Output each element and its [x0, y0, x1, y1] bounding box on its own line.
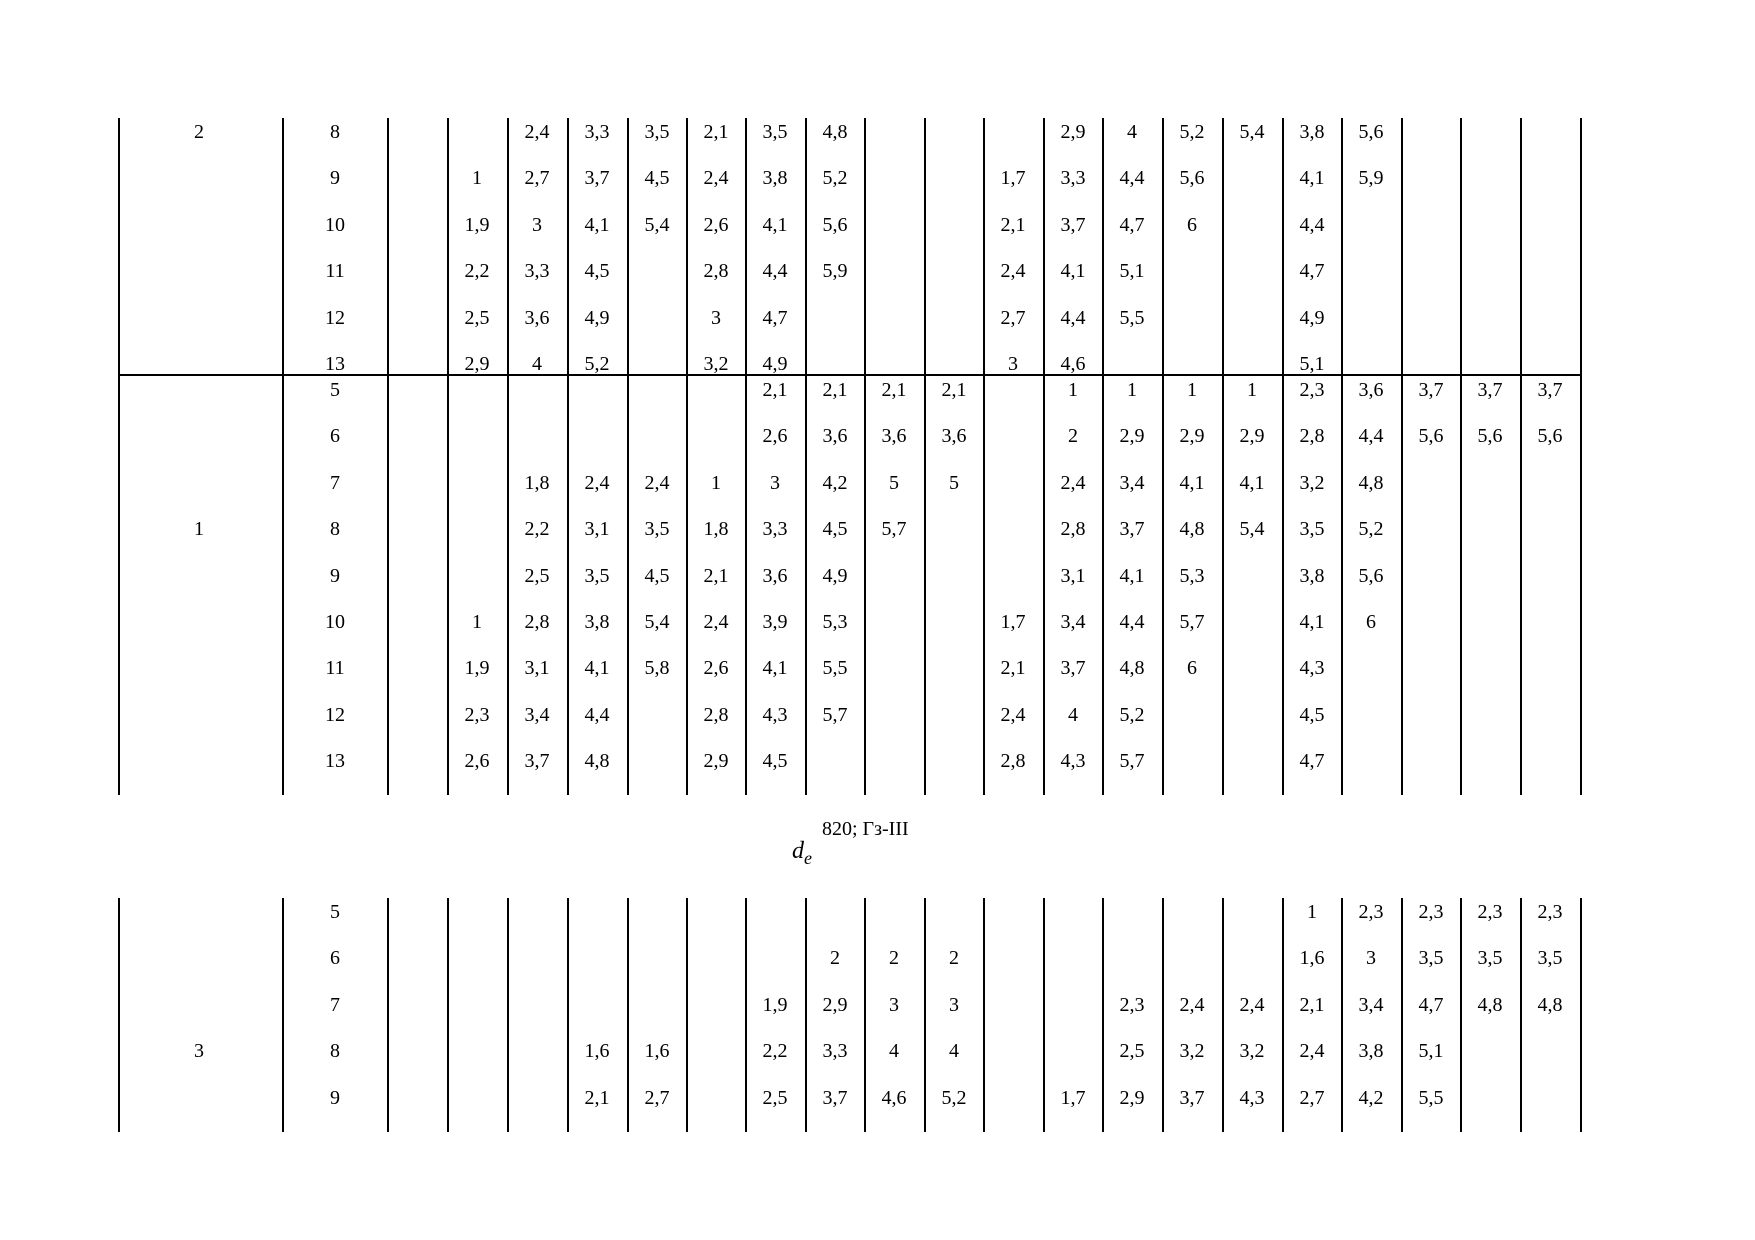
row-label: 7 [330, 471, 340, 494]
table-cell: 5,2 [1179, 121, 1205, 143]
table-cell: 4,7 [1418, 993, 1444, 1016]
table-cell: 4,6 [1060, 353, 1086, 375]
column-border [686, 118, 688, 375]
table-cell: 6 [1187, 657, 1197, 680]
table-cell: 5,3 [822, 611, 848, 633]
table-cell: 3,7 [1477, 379, 1503, 401]
table-cell: 4,7 [1299, 260, 1325, 283]
table-cell: 5,4 [1239, 121, 1265, 143]
table-cell: 3,9 [762, 611, 788, 633]
table-cell: 3,4 [1358, 993, 1384, 1016]
row-label: 10 [325, 611, 345, 633]
table-cell: 2,8 [703, 260, 729, 283]
column-border [1102, 118, 1104, 375]
row-label: 12 [325, 306, 345, 329]
table-cell: 3,1 [584, 518, 610, 541]
table-cell: 2,3 [1299, 379, 1325, 401]
table-cell: 3,2 [1179, 1040, 1205, 1063]
column-border [282, 898, 284, 1132]
table-cell: 5,3 [1179, 564, 1205, 587]
table-cell: 2,4 [524, 121, 550, 143]
row-label: 8 [330, 1040, 340, 1063]
table-cell: 2,9 [1179, 425, 1205, 448]
table-cell: 4 [532, 353, 542, 375]
row-label: 12 [325, 703, 345, 726]
table-cell: 5 [949, 471, 959, 494]
table-cell: 2,4 [644, 471, 670, 494]
table-cell: 2,4 [584, 471, 610, 494]
column-border [387, 118, 389, 375]
group-label: 2 [194, 121, 204, 143]
table-cell: 1 [1127, 379, 1137, 401]
table-cell: 5,7 [1119, 750, 1145, 773]
table-cell: 3,8 [1299, 564, 1325, 587]
table-cell: 2,7 [644, 1086, 670, 1109]
row-label: 9 [330, 564, 340, 587]
table-cell: 2,1 [881, 379, 907, 401]
section-caption: 820; Гз-III [822, 818, 909, 840]
table-cell: 3,8 [762, 167, 788, 190]
column-border [447, 118, 449, 375]
table-cell: 5,9 [822, 260, 848, 283]
table-cell: 4,4 [1119, 611, 1145, 633]
column-border [1580, 118, 1582, 375]
table-cell: 3,6 [941, 425, 967, 448]
table-cell: 1 [711, 471, 721, 494]
table-cell: 5,1 [1418, 1040, 1444, 1063]
column-border [864, 118, 866, 375]
table-cell: 5,4 [644, 611, 670, 633]
table-cell: 2,5 [524, 564, 550, 587]
table-cell: 4,8 [822, 121, 848, 143]
table-cell: 2,8 [1000, 750, 1026, 773]
table-cell: 2,2 [464, 260, 490, 283]
table-cell: 3,3 [762, 518, 788, 541]
table-cell: 5,5 [1119, 306, 1145, 329]
table-cell: 4,1 [1299, 167, 1325, 190]
table-cell: 2,7 [1000, 306, 1026, 329]
table-cell: 2,4 [1179, 993, 1205, 1016]
table-cell: 1,8 [524, 471, 550, 494]
table-cell: 3,7 [1179, 1086, 1205, 1109]
table-cell: 2,2 [762, 1040, 788, 1063]
table-cell: 4,8 [1477, 993, 1503, 1016]
column-border [1580, 376, 1582, 795]
table-cell: 5,4 [1239, 518, 1265, 541]
table-cell: 3,3 [584, 121, 610, 143]
table-cell: 3,5 [644, 518, 670, 541]
table-cell: 3,3 [822, 1040, 848, 1063]
table-cell: 2,4 [703, 167, 729, 190]
table-cell: 5,7 [1179, 611, 1205, 633]
table-cell: 4,4 [1358, 425, 1384, 448]
row-label: 11 [325, 657, 345, 680]
table-cell: 3,4 [1060, 611, 1086, 633]
table-cell: 2,7 [524, 167, 550, 190]
table-cell: 3,6 [822, 425, 848, 448]
table-cell: 3,5 [644, 121, 670, 143]
table-cell: 5,2 [584, 353, 610, 375]
table-cell: 4,9 [584, 306, 610, 329]
row-label: 11 [325, 260, 345, 283]
table-cell: 2 [1068, 425, 1078, 448]
row-label: 6 [330, 947, 340, 970]
row-label: 13 [325, 750, 345, 773]
table-cell: 2,8 [703, 703, 729, 726]
table-cell: 2,9 [1060, 121, 1086, 143]
table-cell: 2,5 [1119, 1040, 1145, 1063]
table-cell: 6 [1366, 611, 1376, 633]
column-border [1401, 118, 1403, 375]
table-cell: 3,2 [1239, 1040, 1265, 1063]
table-cell: 4,5 [644, 564, 670, 587]
table-cell: 3,7 [822, 1086, 848, 1109]
table-cell: 4,4 [584, 703, 610, 726]
table-cell: 1,9 [464, 657, 490, 680]
row-label: 9 [330, 167, 340, 190]
table-cell: 5,6 [1358, 564, 1384, 587]
table-cell: 2,1 [584, 1086, 610, 1109]
table-cell: 4,7 [1119, 213, 1145, 236]
table-cell: 4,6 [881, 1086, 907, 1109]
column-border [983, 898, 985, 1132]
table-cell: 3,5 [1537, 947, 1563, 970]
table-cell: 5,6 [1179, 167, 1205, 190]
table-cell: 5,6 [1418, 425, 1444, 448]
table-cell: 3,5 [1299, 518, 1325, 541]
table-cell: 2,4 [1000, 260, 1026, 283]
table-cell: 5,6 [822, 213, 848, 236]
table-cell: 3,2 [703, 353, 729, 375]
column-border [387, 376, 389, 795]
column-border [805, 118, 807, 375]
table-cell: 4,5 [1299, 703, 1325, 726]
table-cell: 3,8 [1299, 121, 1325, 143]
table-cell: 5,2 [1358, 518, 1384, 541]
table-cell: 2,9 [703, 750, 729, 773]
table-cell: 4,2 [1358, 1086, 1384, 1109]
column-border [567, 118, 569, 375]
table-cell: 4,9 [762, 353, 788, 375]
row-label: 8 [330, 121, 340, 143]
table-cell: 2,3 [1119, 993, 1145, 1016]
table-cell: 4,1 [1299, 611, 1325, 633]
table-cell: 5,8 [644, 657, 670, 680]
table-cell: 4,3 [1239, 1086, 1265, 1109]
table-cell: 1 [1068, 379, 1078, 401]
table-cell: 2,1 [762, 379, 788, 401]
table-cell: 3,4 [524, 703, 550, 726]
row-label: 8 [330, 518, 340, 541]
column-border [1162, 118, 1164, 375]
table-cell: 1 [1247, 379, 1257, 401]
table-cell: 2,4 [1000, 703, 1026, 726]
table-cell: 1,8 [703, 518, 729, 541]
table-cell: 4,1 [762, 213, 788, 236]
table-cell: 3,7 [1060, 213, 1086, 236]
table-cell: 4,8 [1179, 518, 1205, 541]
table-cell: 4,5 [644, 167, 670, 190]
table-cell: 1,6 [644, 1040, 670, 1063]
table-cell: 4,1 [762, 657, 788, 680]
table-cell: 5,9 [1358, 167, 1384, 190]
table-cell: 3 [770, 471, 780, 494]
table-cell: 5,7 [822, 703, 848, 726]
table-cell: 4,1 [1179, 471, 1205, 494]
table-cell: 2,3 [1418, 901, 1444, 923]
table-cell: 2,3 [1537, 901, 1563, 923]
table-cell: 2 [949, 947, 959, 970]
column-border [1460, 118, 1462, 375]
table-cell: 2,2 [524, 518, 550, 541]
table-cell: 3,7 [1537, 379, 1563, 401]
table-cell: 5,6 [1358, 121, 1384, 143]
table-cell: 1,6 [1299, 947, 1325, 970]
diameter-symbol: $d_e$ [792, 838, 812, 868]
table-cell: 4,4 [1119, 167, 1145, 190]
table-cell: 1,7 [1000, 611, 1026, 633]
table-cell: 5,6 [1537, 425, 1563, 448]
column-border [282, 118, 284, 375]
table-cell: 5,1 [1119, 260, 1145, 283]
table-cell: 1,7 [1060, 1086, 1086, 1109]
table-cell: 4,5 [822, 518, 848, 541]
table-cell: 1 [1307, 901, 1317, 923]
table-cell: 4,1 [584, 657, 610, 680]
table-cell: 4,4 [1060, 306, 1086, 329]
row-label: 5 [330, 379, 340, 401]
row-label: 5 [330, 901, 340, 923]
table-cell: 4,3 [1299, 657, 1325, 680]
table-cell: 1 [472, 167, 482, 190]
table-cell: 2 [830, 947, 840, 970]
table-cell: 2,1 [941, 379, 967, 401]
column-border [1043, 118, 1045, 375]
table-cell: 1,9 [762, 993, 788, 1016]
table-cell: 4,1 [1060, 260, 1086, 283]
column-border [447, 898, 449, 1132]
table-cell: 5,2 [941, 1086, 967, 1109]
column-border [1222, 118, 1224, 375]
table-cell: 3 [711, 306, 721, 329]
table-cell: 4,8 [1537, 993, 1563, 1016]
table-cell: 3,1 [524, 657, 550, 680]
table-cell: 4,4 [762, 260, 788, 283]
table-cell: 3 [1008, 353, 1018, 375]
column-border [627, 118, 629, 375]
table-cell: 3,3 [1060, 167, 1086, 190]
table-cell: 3,7 [1119, 518, 1145, 541]
table-cell: 2,3 [1358, 901, 1384, 923]
table-cell: 2,9 [464, 353, 490, 375]
table-cell: 3,6 [524, 306, 550, 329]
column-border [983, 376, 985, 795]
table-cell: 2,3 [464, 703, 490, 726]
column-border [282, 376, 284, 795]
table-cell: 3 [1366, 947, 1376, 970]
section-divider [118, 374, 1582, 376]
table-cell: 3,5 [762, 121, 788, 143]
group-label: 3 [194, 1040, 204, 1063]
column-border [924, 118, 926, 375]
table-cell: 4,9 [822, 564, 848, 587]
table-cell: 4,3 [1060, 750, 1086, 773]
table-cell: 2,8 [1060, 518, 1086, 541]
table-cell: 2,4 [1299, 1040, 1325, 1063]
table-cell: 4 [889, 1040, 899, 1063]
table-cell: 2,6 [703, 657, 729, 680]
table-cell: 2,4 [1060, 471, 1086, 494]
table-cell: 2,1 [822, 379, 848, 401]
table-cell: 6 [1187, 213, 1197, 236]
table-cell: 3,7 [584, 167, 610, 190]
table-cell: 4,4 [1299, 213, 1325, 236]
table-cell: 2,1 [703, 121, 729, 143]
table-cell: 3,4 [1119, 471, 1145, 494]
table-cell: 3 [949, 993, 959, 1016]
column-border [1282, 118, 1284, 375]
table-cell: 2,3 [1477, 901, 1503, 923]
column-border [118, 376, 120, 795]
table-cell: 2,9 [822, 993, 848, 1016]
table-cell: 2,5 [762, 1086, 788, 1109]
table-cell: 5,5 [1418, 1086, 1444, 1109]
table-cell: 5,1 [1299, 353, 1325, 375]
group-label: 1 [194, 518, 204, 541]
table-cell: 5,5 [822, 657, 848, 680]
column-border [686, 898, 688, 1132]
table-cell: 4 [1068, 703, 1078, 726]
table-cell: 5,4 [644, 213, 670, 236]
column-border [507, 118, 509, 375]
column-border [983, 118, 985, 375]
column-border [118, 118, 120, 375]
table-cell: 1,7 [1000, 167, 1026, 190]
row-label: 9 [330, 1086, 340, 1109]
column-border [1520, 118, 1522, 375]
table-cell: 2,8 [1299, 425, 1325, 448]
table-cell: 3,8 [584, 611, 610, 633]
column-border [118, 898, 120, 1132]
table-cell: 2 [889, 947, 899, 970]
table-cell: 3,5 [1477, 947, 1503, 970]
table-cell: 4,2 [822, 471, 848, 494]
table-cell: 4,8 [1119, 657, 1145, 680]
table-cell: 3,6 [1358, 379, 1384, 401]
table-cell: 2,6 [464, 750, 490, 773]
table-cell: 2,1 [1000, 657, 1026, 680]
table-cell: 2,4 [1239, 993, 1265, 1016]
table-cell: 3 [889, 993, 899, 1016]
table-cell: 4,9 [1299, 306, 1325, 329]
table-cell: 2,1 [1000, 213, 1026, 236]
column-border [745, 118, 747, 375]
table-cell: 4,3 [762, 703, 788, 726]
table-cell: 1,6 [584, 1040, 610, 1063]
table-cell: 3,6 [881, 425, 907, 448]
table-cell: 5,6 [1477, 425, 1503, 448]
table-cell: 3,7 [1418, 379, 1444, 401]
table-cell: 2,5 [464, 306, 490, 329]
table-cell: 2,6 [762, 425, 788, 448]
table-cell: 5 [889, 471, 899, 494]
column-border [1341, 118, 1343, 375]
table-cell: 4,8 [584, 750, 610, 773]
table-cell: 4,8 [1358, 471, 1384, 494]
table-cell: 4 [1127, 121, 1137, 143]
table-cell: 2,4 [703, 611, 729, 633]
row-label: 6 [330, 425, 340, 448]
table-cell: 3,1 [1060, 564, 1086, 587]
table-cell: 3,5 [1418, 947, 1444, 970]
table-cell: 4,5 [584, 260, 610, 283]
table-cell: 2,6 [703, 213, 729, 236]
table-cell: 3 [532, 213, 542, 236]
table-cell: 3,2 [1299, 471, 1325, 494]
table-cell: 2,9 [1119, 425, 1145, 448]
column-border [447, 376, 449, 795]
table-cell: 2,9 [1119, 1086, 1145, 1109]
table-cell: 1 [472, 611, 482, 633]
table-cell: 4,7 [1299, 750, 1325, 773]
table-cell: 1,9 [464, 213, 490, 236]
table-cell: 4 [949, 1040, 959, 1063]
table-cell: 2,7 [1299, 1086, 1325, 1109]
table-cell: 5,2 [822, 167, 848, 190]
column-border [507, 898, 509, 1132]
table-cell: 3,7 [524, 750, 550, 773]
table-cell: 2,1 [703, 564, 729, 587]
table-cell: 2,8 [524, 611, 550, 633]
table-cell: 5,7 [881, 518, 907, 541]
table-cell: 4,1 [584, 213, 610, 236]
table-cell: 3,6 [762, 564, 788, 587]
row-label: 10 [325, 213, 345, 236]
table-cell: 4,1 [1119, 564, 1145, 587]
table-cell: 3,5 [584, 564, 610, 587]
table-cell: 5,2 [1119, 703, 1145, 726]
table-cell: 1 [1187, 379, 1197, 401]
row-label: 13 [325, 353, 345, 375]
table-cell: 4,7 [762, 306, 788, 329]
table-cell: 4,5 [762, 750, 788, 773]
table-cell: 2,9 [1239, 425, 1265, 448]
table-cell: 4,1 [1239, 471, 1265, 494]
column-border [1580, 898, 1582, 1132]
table-cell: 2,1 [1299, 993, 1325, 1016]
table-cell: 3,7 [1060, 657, 1086, 680]
row-label: 7 [330, 993, 340, 1016]
table-cell: 3,3 [524, 260, 550, 283]
table-cell: 3,8 [1358, 1040, 1384, 1063]
column-border [387, 898, 389, 1132]
